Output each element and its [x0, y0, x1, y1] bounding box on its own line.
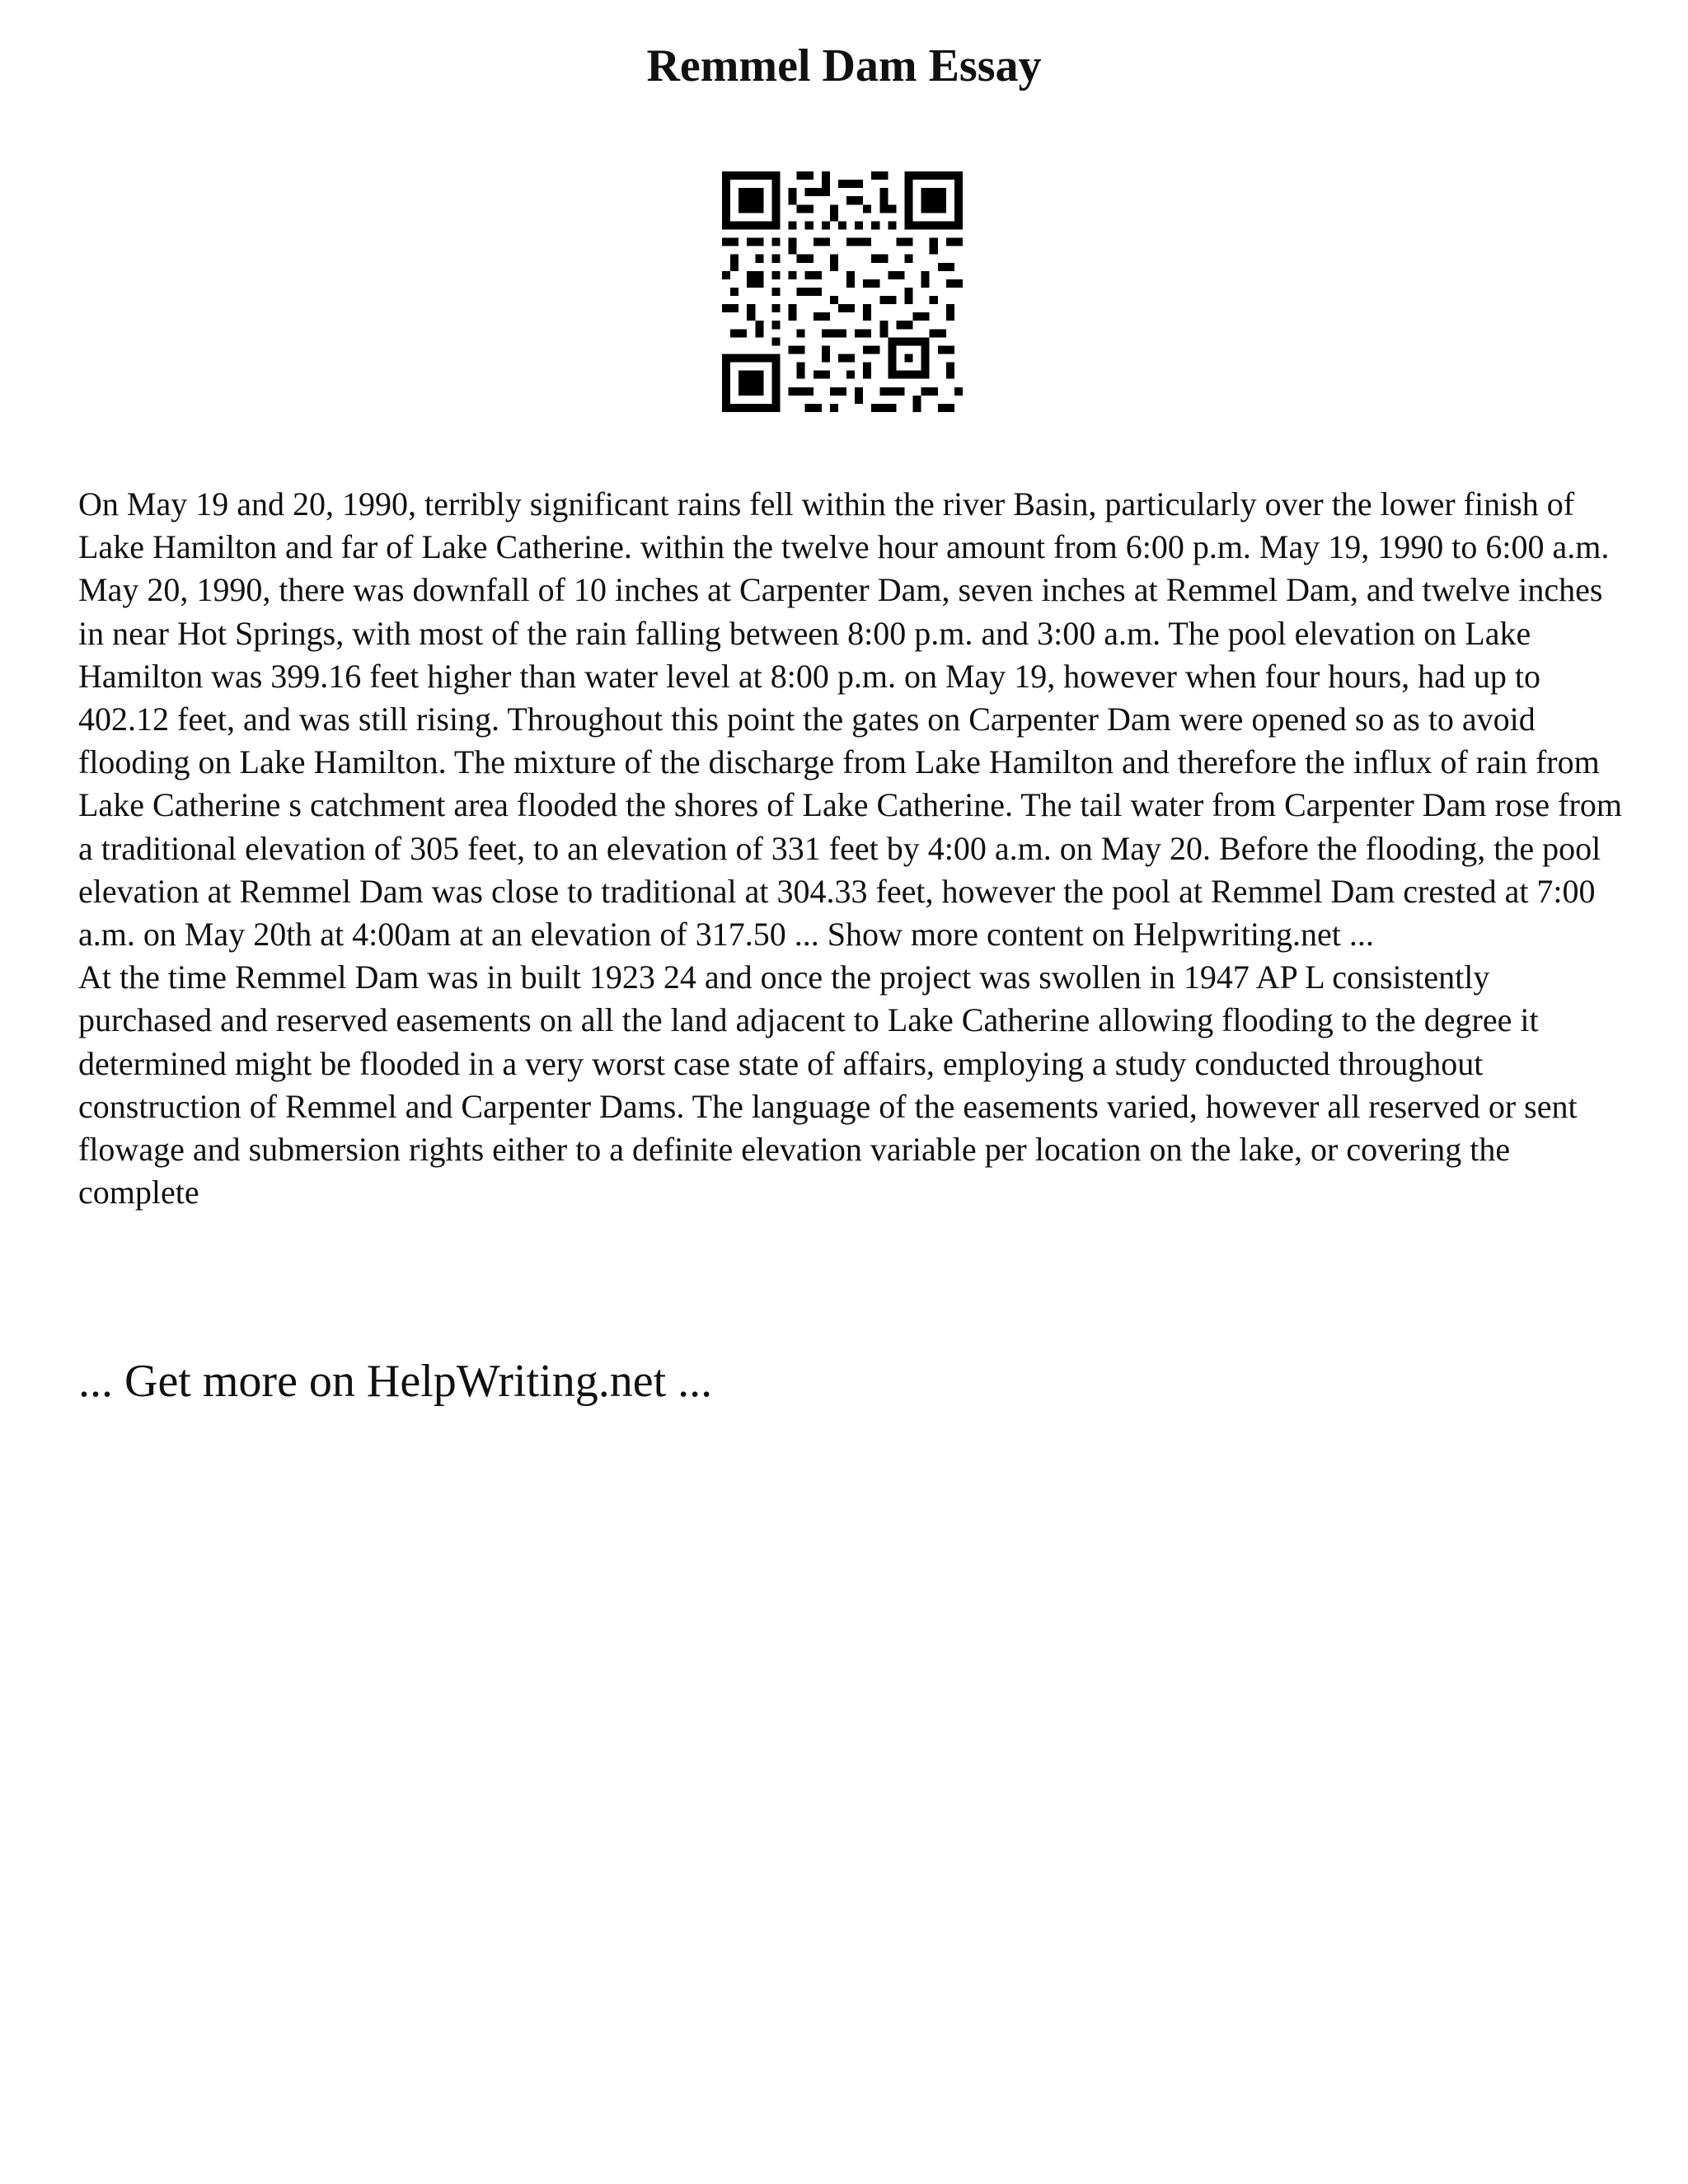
qr-code-graphic	[722, 171, 963, 412]
page-title: Remmel Dam Essay	[646, 40, 1042, 91]
get-more-link[interactable]: ... Get more on HelpWriting.net ...	[78, 1356, 713, 1407]
essay-paragraph-2: At the time Remmel Dam was in built 1923 24 and once the project was swollen in 1947 AP L consistently purchased and reserved easements on all the land adjacent to Lake Catherine allowing flooding to the degree it determined might be flooded in a very worst case state of affairs, employing a study conducted throughout construction of Remmel and Carpenter Dams. The language of the easements varied, however all reserved or sent flowage and submersion rights either to a definite elevation variable per location on the lake, or covering the complete	[78, 958, 1578, 1212]
essay-paragraph-1: On May 19 and 20, 1990, terribly significant rains fell within the river Basin, particularly over the lower finish of Lake Hamilton and far of Lake Catherine. within the twelve hour amount from 6:00 p.m. May 19, 1990 to 6:00 a.m. May 20, 1990, there was downfall of 10 inches at Carpenter Dam, seven inches at Remmel Dam, and twelve inches in near Hot Springs, with most of the rain falling between 8:00 p.m. and 3:00 a.m. The pool elevation on Lake Hamilton was 399.16 feet higher than water level at 8:00 p.m. on May 19, however when four hours, had up to 402.12 feet, and was still rising. Throughout this point the gates on Carpenter Dam were opened so as to avoid flooding on Lake Hamilton. The mixture of the discharge from Lake Hamilton and therefore the influx of rain from Lake Catherine s catchment area flooded the shores of Lake Catherine. The tail water from Carpenter Dam rose from a traditional elevation of 305 feet, to an elevation of 331 feet by 4:00 a.m. on May 20. Before the flooding, the pool elevation at Remmel Dam was close to traditional at 304.33 feet, however the pool at Remmel Dam crested at 7:00 a.m. on May 20th at 4:00am at an elevation of 317.50 ... Show more content on Helpwriting.net ...	[78, 485, 1622, 954]
qr-code-icon	[722, 171, 963, 412]
essay-body	[78, 483, 1628, 1214]
